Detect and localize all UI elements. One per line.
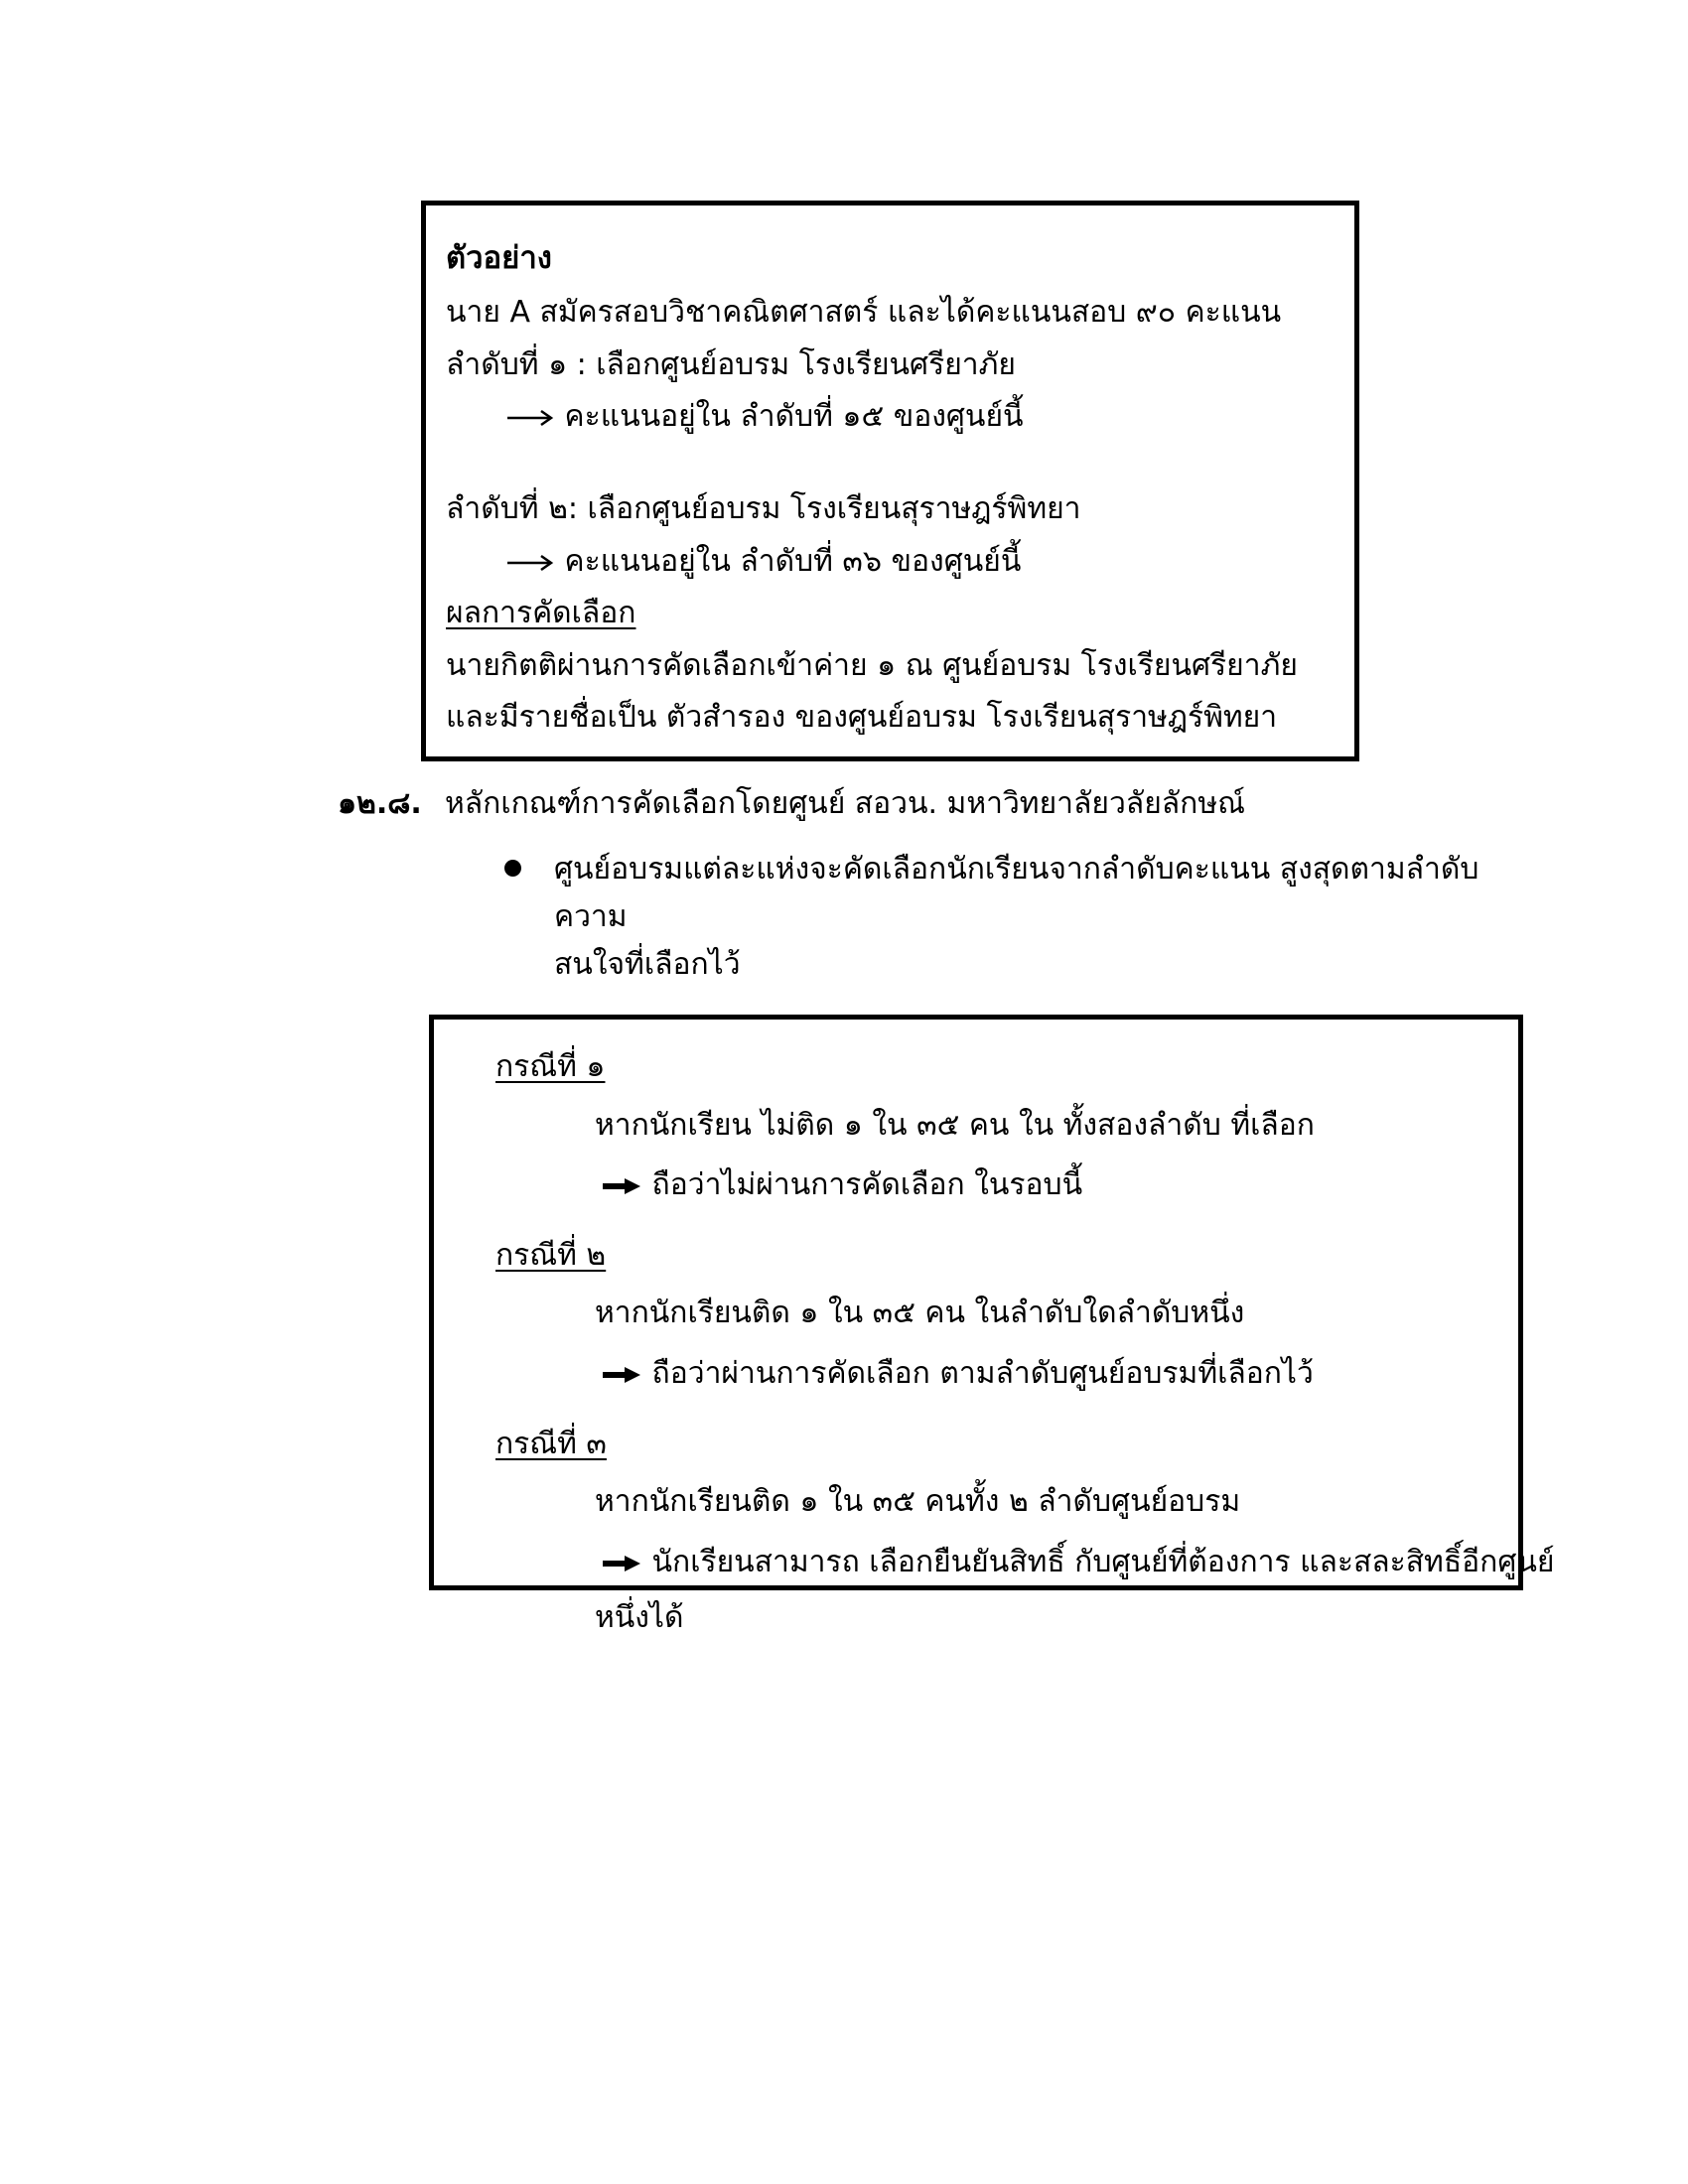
example-choice-1-result: คะแนนอยู่ใน ลำดับที่ ๑๕ ของศูนย์นี้ (564, 399, 1024, 435)
example-candidate-line: นาย A สมัครสอบวิชาคณิตศาสตร์ และได้คะแนนสอบ ๙๐ คะแนน (446, 295, 1282, 331)
case-3-continuation: หนึ่งได้ (595, 1600, 684, 1636)
bullet-1-text (554, 846, 1509, 989)
bullet-1-segment-1: ศูนย์อบรมแต่ละแห่งจะคัดเลือกนักเรียนจากลำดับคะแนน สูงสุดตามลำดับความ (554, 852, 1479, 934)
case-2-title: กรณีที่ ๒ (495, 1237, 607, 1273)
case-2-result: ถือว่าผ่านการคัดเลือก ตามลำดับศูนย์อบรมที่เลือกไว้ (651, 1355, 1314, 1391)
example-heading: ตัวอย่าง (446, 240, 552, 276)
list-item (496, 846, 1509, 989)
example-result-heading-row (446, 590, 1354, 638)
example-spacer (446, 446, 1354, 485)
case-3-result-row (495, 1539, 1555, 1587)
solid-arrow-icon (603, 1365, 642, 1385)
example-box-content (426, 205, 1354, 743)
example-result-heading: ผลการคัดเลือก (446, 596, 636, 631)
bullet-1-segment-2: สนใจที่เลือกไว้ (554, 947, 741, 982)
cases-box (429, 1015, 1555, 1636)
case-1-body: หากนักเรียน ไม่ติด ๑ ใน ๓๕ คน ใน ทั้งสองลำดับ ที่เลือก (595, 1107, 1315, 1143)
long-arrow-icon (507, 408, 555, 428)
case-3-result: นักเรียนสามารถ เลือกยืนยันสิทธิ์ กับศูนย์ที่ต้องการ และสละสิทธิ์อีกศูนย์ (651, 1544, 1555, 1579)
case-2-body: หากนักเรียนติด ๑ ใน ๓๕ คน ในลำดับใดลำดับหนึ่ง (595, 1296, 1245, 1331)
case-1-result: ถือว่าไม่ผ่านการคัดเลือก ในรอบนี้ (651, 1167, 1083, 1203)
example-box (421, 201, 1359, 761)
case-1-result-row (495, 1161, 1518, 1210)
example-result-line-1: นายกิตติผ่านการคัดเลือกเข้าค่าย ๑ ณ ศูนย์อบรม โรงเรียนศรียาภัย (446, 647, 1298, 683)
example-result-line-2: และมีรายชื่อเป็น ตัวสำรอง ของศูนย์อบรม โรงเรียนสุราษฎร์พิทยา (446, 700, 1278, 736)
case-1-title: กรณีที่ ๑ (495, 1049, 606, 1084)
bullet-dot-icon (504, 860, 521, 877)
case-3-body: หากนักเรียนติด ๑ ใน ๓๕ คนทั้ง ๒ ลำดับศูนย์อบรม (595, 1484, 1241, 1520)
example-choice-2-result-row (446, 538, 1354, 587)
case-3-title-row (495, 1421, 1518, 1469)
case-2-title-row (495, 1232, 1518, 1281)
example-choice-2-result: คะแนนอยู่ใน ลำดับที่ ๓๖ ของศูนย์นี้ (564, 543, 1022, 579)
example-choice-1-label: ลำดับที่ ๑ : เลือกศูนย์อบรม โรงเรียนศรียาภัย (446, 346, 1016, 382)
case-2-result-row (495, 1350, 1518, 1399)
cases-box-content (434, 1020, 1555, 1643)
case-3-title: กรณีที่ ๓ (495, 1426, 607, 1461)
case-1-title-row (495, 1043, 1518, 1092)
example-choice-2-label: ลำดับที่ ๒: เลือกศูนย์อบรม โรงเรียนสุราษฎร์พิทยา (446, 491, 1081, 526)
solid-arrow-icon (603, 1554, 642, 1573)
example-choice-1-result-row (446, 393, 1354, 442)
clause-number: ๑๒.๘. (338, 786, 422, 821)
clause-title: หลักเกณฑ์การคัดเลือกโดยศูนย์ สอวน. มหาวิทยาลัยวลัยลักษณ์ (445, 786, 1245, 821)
long-arrow-icon (507, 553, 555, 573)
solid-arrow-icon (603, 1176, 642, 1196)
